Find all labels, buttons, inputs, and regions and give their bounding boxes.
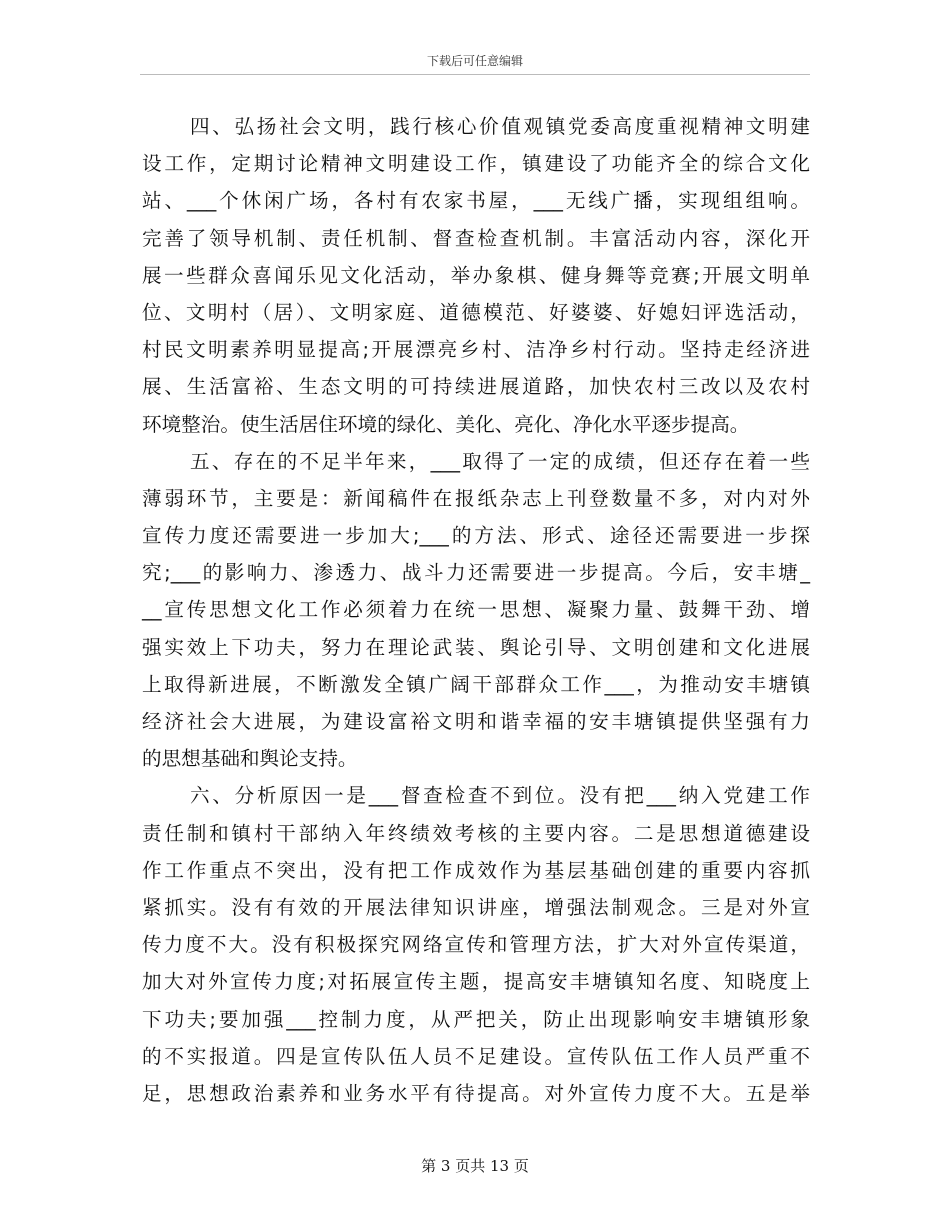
text-line: 设工作，定期讨论精神文明建设工作，镇建设了功能齐全的综合文化 xyxy=(142,152,810,176)
text-line: 的不实报道。四是宣传队伍人员不足建设。宣传队伍工作人员严重不 xyxy=(142,1044,810,1068)
header-divider xyxy=(140,74,810,75)
page-number-footer: 第 3 页共 13 页 xyxy=(421,1157,529,1175)
text-line: 经济社会大进展，为建设富裕文明和谐幸福的安丰塘镇提供坚强有力 xyxy=(142,710,810,733)
text-line: 宣传力度还需要进一步加大;___的方法、形式、途径还需要进一步探 xyxy=(142,524,810,548)
document-body xyxy=(142,108,810,1112)
text-line: 紧抓实。没有有效的开展法律知识讲座，增强法制观念。三是对外宣 xyxy=(142,895,810,919)
text-line: 薄弱环节，主要是：新闻稿件在报纸杂志上刊登数量不多，对内对外 xyxy=(142,486,810,510)
text-line: __宣传思想文化工作必须着力在统一思想、凝聚力量、鼓舞干劲、增 xyxy=(142,598,810,622)
text-line: 究;___的影响力、渗透力、战斗力还需要进一步提高。今后，安丰塘_ xyxy=(142,561,810,585)
text-line: 展、生活富裕、生态文明的可持续进展道路，加快农村三改以及农村 xyxy=(142,375,810,399)
paragraph-5 xyxy=(142,443,810,778)
text-line: 加大对外宣传力度;对拓展宣传主题，提高安丰塘镇知名度、知晓度上 xyxy=(142,970,810,994)
text-line: 下功夫;要加强___控制力度，从严把关，防止出现影响安丰塘镇形象 xyxy=(142,1007,810,1031)
paragraph-6 xyxy=(142,777,810,1112)
text-line: 展一些群众喜闻乐见文化活动，举办象棋、健身舞等竞赛;开展文明单 xyxy=(142,263,810,287)
paragraph-4 xyxy=(142,108,810,443)
text-line: 五、存在的不足半年来，___取得了一定的成绩，但还存在着一些 xyxy=(190,449,810,473)
text-line: 足，思想政治素养和业务水平有待提高。对外宣传力度不大。五是举 xyxy=(142,1081,810,1105)
text-line: 作工作重点不突出，没有把工作成效作为基层基础创建的重要内容抓 xyxy=(142,858,810,882)
text-line: 站、___个休闲广场，各村有农家书屋，___无线广播，实现组组响。 xyxy=(142,189,810,213)
text-line: 上取得新进展，不断激发全镇广阔干部群众工作___，为推动安丰塘镇 xyxy=(142,672,810,696)
text-line: 责任制和镇村干部纳入年终绩效考核的主要内容。二是思想道德建设 xyxy=(142,821,810,845)
text-line: 的思想基础和舆论支持。 xyxy=(142,747,358,771)
text-line: 六、分析原因一是___督查检查不到位。没有把___纳入党建工作 xyxy=(190,784,810,808)
text-line: 传力度不大。没有积极探究网络宣传和管理方法，扩大对外宣传渠道， xyxy=(142,933,810,957)
text-line: 环境整治。使生活居住环境的绿化、美化、亮化、净化水平逐步提高。 xyxy=(142,412,750,436)
page-header: 下载后可任意编辑 xyxy=(426,54,523,68)
text-line: 强实效上下功夫，努力在理论武装、舆论引导、文明创建和文化进展 xyxy=(142,635,810,659)
text-line: 完善了领导机制、责任机制、督查检查机制。丰富活动内容，深化开 xyxy=(142,226,810,250)
text-line: 位、文明村（居）、文明家庭、道德模范、好婆婆、好媳妇评选活动， xyxy=(142,300,810,324)
text-line: 村民文明素养明显提高;开展漂亮乡村、洁净乡村行动。坚持走经济进 xyxy=(142,338,810,362)
text-line: 四、弘扬社会文明，践行核心价值观镇党委高度重视精神文明建 xyxy=(190,115,810,138)
